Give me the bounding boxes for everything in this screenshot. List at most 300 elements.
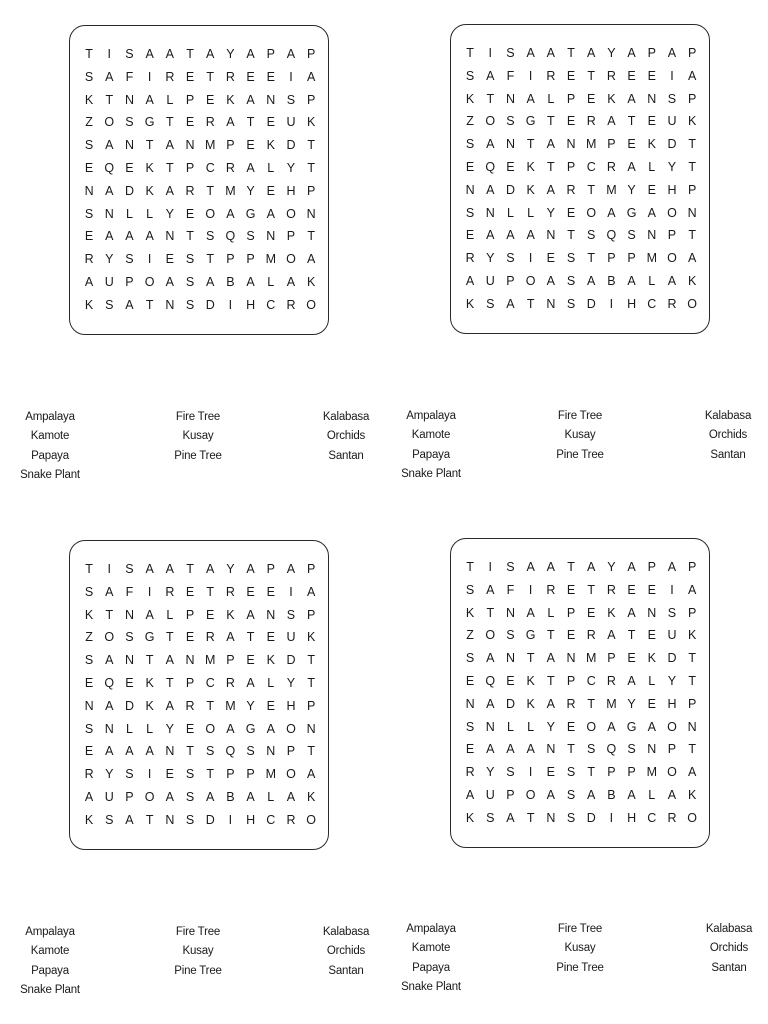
grid-letter: E [185, 721, 195, 736]
grid-letter: N [687, 719, 697, 734]
puzzle-card-top-right [450, 24, 710, 334]
grid-letter: S [465, 68, 475, 83]
grid-letter: I [670, 582, 674, 597]
grid-letter: A [105, 183, 114, 198]
grid-letter: A [546, 651, 556, 666]
grid-letter: S [465, 582, 475, 597]
grid-letter: I [289, 69, 293, 84]
grid-letter: S [125, 767, 134, 782]
grid-letter: A [125, 812, 134, 827]
letter-grid [79, 558, 328, 832]
grid-letter: P [687, 560, 697, 574]
word: Pine Tree [174, 449, 222, 462]
grid-letter: N [566, 137, 576, 152]
grid-letter: E [647, 182, 656, 197]
grid-letter: R [566, 696, 576, 711]
grid-letter: O [205, 206, 216, 221]
word: Ampalaya [25, 926, 75, 938]
grid-letter: T [688, 651, 696, 666]
grid-letter: M [205, 653, 216, 668]
grid-letter: S [486, 810, 495, 825]
grid-letter: L [146, 206, 154, 221]
grid-letter: N [306, 721, 316, 736]
grid-letter: Y [667, 159, 677, 174]
grid-letter: K [687, 787, 697, 802]
grid-letter: E [266, 69, 275, 84]
grid-letter: R [84, 767, 94, 782]
grid-letter: N [185, 653, 195, 668]
grid-letter: N [647, 605, 657, 620]
grid-letter: A [105, 584, 114, 599]
grid-letter: T [587, 765, 596, 780]
word: Papaya [31, 449, 69, 462]
grid-letter: T [246, 115, 255, 130]
grid-letter: H [667, 696, 677, 711]
grid-letter: L [166, 92, 174, 107]
grid-letter: D [205, 297, 215, 312]
grid-letter: R [286, 297, 296, 312]
grid-letter: C [647, 296, 657, 311]
grid-letter: N [165, 229, 175, 244]
grid-letter: K [607, 605, 616, 620]
grid-letter: L [146, 721, 154, 736]
grid-letter: T [627, 628, 636, 643]
grid-letter: R [566, 182, 576, 197]
grid-letter: Y [486, 765, 495, 780]
grid-letter: E [465, 742, 475, 757]
grid-letter: P [566, 673, 576, 688]
grid-letter: L [125, 721, 133, 736]
grid-letter: K [145, 183, 154, 198]
grid-letter: S [566, 251, 576, 266]
grid-letter: Y [105, 767, 114, 782]
grid-letter: E [185, 206, 195, 221]
grid-letter: H [246, 812, 256, 827]
grid-letter: A [667, 787, 677, 802]
grid-letter: E [587, 91, 596, 106]
grid-letter: E [627, 137, 636, 152]
grid-letter: O [144, 274, 155, 289]
grid-letter: T [688, 159, 696, 174]
grid-letter: T [166, 160, 174, 175]
grid-letter: S [587, 228, 596, 243]
grid-letter: N [124, 653, 134, 668]
grid-letter: O [205, 721, 216, 736]
grid-letter: O [306, 812, 317, 827]
grid-letter: A [145, 562, 154, 576]
grid-letter: A [627, 159, 636, 174]
grid-letter: A [286, 562, 296, 576]
grid-letter: A [246, 607, 255, 622]
grid-letter: Z [466, 628, 474, 643]
grid-letter: A [246, 675, 255, 690]
grid-letter: A [306, 767, 316, 782]
grid-letter: I [289, 584, 293, 599]
grid-letter: E [246, 653, 255, 668]
grid-letter: Y [546, 719, 556, 734]
grid-letter: P [125, 789, 134, 804]
grid-letter: N [266, 744, 276, 759]
grid-letter: S [465, 137, 475, 152]
grid-letter: Q [606, 228, 617, 243]
grid-letter: A [165, 183, 175, 198]
grid-letter: A [246, 160, 255, 175]
grid-letter: E [84, 675, 94, 690]
grid-letter: T [145, 138, 154, 153]
word-column-1 [20, 408, 80, 485]
grid-letter: K [687, 114, 697, 129]
grid-letter: A [667, 46, 677, 60]
word: Kamote [30, 945, 70, 958]
word: Kalabasa [322, 926, 370, 938]
grid-letter: A [667, 560, 677, 574]
grid-letter: T [186, 229, 194, 244]
grid-letter: A [526, 46, 535, 60]
grid-letter: P [185, 607, 195, 622]
word: Santan [711, 961, 747, 974]
grid-letter: A [306, 584, 316, 599]
grid-letter: T [206, 767, 215, 782]
grid-letter: T [105, 92, 114, 107]
word: Kusay [564, 429, 596, 442]
grid-letter: F [125, 584, 134, 599]
grid-letter: K [687, 628, 697, 643]
grid-letter: A [125, 297, 134, 312]
grid-letter: N [104, 206, 114, 221]
grid-letter: A [506, 228, 515, 243]
word-column-2 [174, 923, 221, 981]
grid-letter: T [688, 228, 696, 243]
grid-letter: Y [627, 182, 636, 197]
grid-letter: A [526, 605, 535, 620]
word: Fire Tree [557, 923, 603, 935]
grid-letter: E [185, 115, 195, 130]
grid-letter: N [124, 92, 134, 107]
grid-letter: B [226, 789, 235, 804]
grid-letter: P [306, 607, 316, 622]
grid-letter: A [226, 115, 235, 130]
grid-letter: D [586, 296, 596, 311]
grid-letter: T [206, 69, 215, 84]
grid-letter: N [687, 205, 697, 220]
grid-letter: D [286, 653, 296, 668]
grid-letter: Y [486, 251, 495, 266]
word-column-2 [556, 407, 603, 465]
grid-letter: A [546, 137, 556, 152]
grid-letter: M [265, 767, 276, 782]
grid-letter: G [245, 206, 256, 221]
grid-letter: K [465, 810, 475, 825]
grid-letter: E [246, 584, 255, 599]
grid-letter: A [165, 698, 175, 713]
grid-letter: P [566, 91, 576, 106]
grid-letter: S [185, 274, 195, 289]
grid-letter: A [687, 251, 697, 266]
grid-letter: L [267, 160, 275, 175]
grid-letter: A [165, 653, 175, 668]
grid-letter: P [185, 160, 195, 175]
grid-letter: Z [85, 115, 93, 130]
word: Orchids [326, 430, 366, 443]
puzzle-card-bottom-left [69, 540, 329, 850]
grid-letter: M [225, 183, 236, 198]
grid-letter: Z [85, 630, 93, 645]
grid-letter: A [667, 273, 677, 288]
grid-letter: M [606, 182, 617, 197]
grid-letter: A [125, 744, 134, 759]
grid-letter: B [607, 273, 616, 288]
grid-letter: O [286, 206, 296, 221]
grid-letter: P [687, 46, 697, 60]
grid-letter: E [465, 159, 475, 174]
grid-letter: E [185, 630, 195, 645]
grid-letter: B [226, 274, 235, 289]
letter-grid [460, 556, 709, 830]
grid-letter: L [648, 673, 656, 688]
grid-letter: S [185, 789, 195, 804]
grid-letter: T [145, 297, 154, 312]
grid-letter: P [306, 183, 316, 198]
grid-letter: A [546, 46, 556, 60]
grid-letter: Y [246, 698, 255, 713]
grid-letter: T [547, 628, 555, 643]
grid-letter: P [246, 252, 255, 267]
grid-letter: T [206, 183, 215, 198]
letter-grid [460, 42, 709, 316]
grid-letter: S [286, 607, 296, 622]
grid-letter: P [667, 228, 677, 243]
grid-letter: E [647, 582, 656, 597]
grid-letter: H [627, 810, 637, 825]
grid-letter: R [546, 68, 556, 83]
grid-letter: A [627, 91, 636, 106]
grid-letter: A [145, 744, 154, 759]
grid-letter: R [586, 628, 596, 643]
grid-letter: R [667, 296, 677, 311]
grid-letter: K [526, 182, 535, 197]
grid-letter: E [506, 673, 515, 688]
grid-letter: G [626, 205, 637, 220]
word: Kalabasa [704, 410, 752, 422]
grid-letter: N [266, 607, 276, 622]
grid-letter: N [165, 297, 175, 312]
word: Orchids [708, 429, 748, 442]
grid-letter: Y [546, 205, 556, 220]
grid-letter: Q [485, 159, 496, 174]
grid-letter: S [185, 812, 195, 827]
grid-letter: T [206, 252, 215, 267]
grid-letter: P [607, 137, 616, 152]
grid-letter: G [245, 721, 256, 736]
grid-letter: P [687, 696, 697, 711]
word: Fire Tree [175, 926, 221, 938]
grid-letter: O [104, 630, 115, 645]
grid-letter: T [567, 560, 575, 574]
word: Pine Tree [174, 964, 222, 977]
grid-letter: O [687, 810, 698, 825]
grid-letter: Y [627, 696, 636, 711]
grid-letter: S [566, 273, 576, 288]
word-column-1 [401, 920, 461, 997]
grid-letter: N [485, 719, 495, 734]
grid-letter: K [607, 91, 616, 106]
grid-letter: N [505, 137, 515, 152]
grid-letter: T [186, 744, 194, 759]
grid-letter: S [246, 229, 255, 244]
grid-letter: A [145, 92, 154, 107]
grid-letter: M [606, 696, 617, 711]
grid-letter: N [165, 812, 175, 827]
word-column-1 [401, 407, 461, 484]
grid-letter: M [265, 252, 276, 267]
grid-letter: E [566, 719, 576, 734]
grid-letter: I [488, 560, 493, 574]
grid-letter: O [144, 789, 155, 804]
grid-letter: R [225, 69, 235, 84]
grid-letter: T [307, 138, 315, 153]
grid-letter: N [84, 183, 94, 198]
grid-letter: D [286, 138, 296, 153]
grid-letter: A [105, 69, 114, 84]
grid-letter: E [627, 582, 636, 597]
grid-letter: H [286, 698, 296, 713]
grid-letter: O [667, 205, 677, 220]
grid-letter: A [647, 205, 656, 220]
grid-letter: A [607, 628, 616, 643]
grid-letter: S [627, 228, 636, 243]
grid-letter: R [165, 69, 175, 84]
grid-letter: U [286, 115, 296, 130]
grid-letter: R [185, 183, 195, 198]
grid-letter: A [506, 810, 515, 825]
grid-letter: A [627, 787, 636, 802]
grid-letter: F [506, 582, 515, 597]
grid-letter: T [547, 159, 555, 174]
grid-letter: S [587, 742, 596, 757]
grid-letter: A [84, 274, 94, 289]
grid-letter: E [246, 138, 255, 153]
word: Kamote [411, 942, 451, 955]
grid-letter: K [306, 274, 316, 289]
word: Ampalaya [406, 923, 456, 935]
grid-letter: T [587, 68, 596, 83]
grid-letter: I [228, 812, 233, 827]
word: Kalabasa [322, 411, 370, 423]
grid-letter: T [526, 810, 535, 825]
grid-letter: O [286, 252, 296, 267]
word: Papaya [412, 448, 450, 461]
grid-letter: K [465, 91, 475, 106]
grid-letter: T [587, 582, 596, 597]
grid-letter: N [485, 205, 495, 220]
grid-letter: A [526, 560, 535, 574]
grid-letter: R [225, 160, 235, 175]
grid-letter: A [486, 696, 495, 711]
grid-letter: E [566, 628, 576, 643]
grid-letter: P [647, 560, 656, 574]
grid-letter: E [185, 584, 195, 599]
grid-letter: A [206, 789, 215, 804]
grid-letter: A [687, 765, 697, 780]
grid-letter: S [125, 115, 134, 130]
grid-letter: S [125, 252, 134, 267]
grid-letter: U [485, 273, 495, 288]
grid-letter: T [166, 675, 174, 690]
grid-letter: S [506, 628, 515, 643]
grid-letter: R [586, 114, 596, 129]
grid-letter: D [586, 810, 596, 825]
grid-letter: N [546, 810, 556, 825]
grid-letter: O [667, 765, 677, 780]
grid-letter: N [165, 744, 175, 759]
grid-letter: A [206, 274, 215, 289]
grid-letter: O [586, 719, 597, 734]
grid-letter: N [266, 92, 276, 107]
grid-letter: P [226, 138, 235, 153]
grid-letter: U [667, 114, 677, 129]
grid-letter: A [587, 273, 596, 288]
grid-letter: A [145, 47, 154, 61]
grid-letter: F [125, 69, 134, 84]
grid-letter: R [465, 251, 475, 266]
grid-letter: E [125, 675, 134, 690]
grid-letter: A [627, 560, 636, 574]
grid-letter: A [546, 787, 556, 802]
grid-letter: Q [606, 742, 617, 757]
grid-letter: E [266, 584, 275, 599]
grid-letter: S [185, 767, 195, 782]
grid-letter: I [147, 767, 152, 782]
grid-letter: C [586, 673, 596, 688]
grid-letter: K [687, 273, 697, 288]
grid-letter: A [627, 273, 636, 288]
grid-letter: O [525, 273, 536, 288]
grid-letter: E [246, 69, 255, 84]
grid-letter: Y [607, 46, 616, 60]
grid-letter: Q [485, 673, 496, 688]
grid-letter: T [526, 651, 535, 666]
word-column-3 [706, 920, 752, 978]
grid-letter: A [587, 46, 596, 60]
grid-letter: S [667, 91, 677, 106]
grid-letter: A [105, 138, 114, 153]
grid-letter: T [526, 296, 535, 311]
grid-letter: A [607, 114, 616, 129]
grid-letter: H [627, 296, 637, 311]
grid-letter: T [85, 562, 93, 576]
grid-letter: E [206, 607, 215, 622]
grid-letter: T [567, 46, 575, 60]
grid-letter: A [84, 789, 94, 804]
grid-letter: H [246, 297, 256, 312]
grid-letter: L [527, 205, 535, 220]
grid-letter: O [485, 114, 496, 129]
grid-letter: K [145, 698, 154, 713]
grid-letter: D [667, 651, 677, 666]
grid-letter: U [485, 787, 495, 802]
grid-letter: N [505, 605, 515, 620]
grid-letter: A [165, 789, 175, 804]
grid-letter: A [486, 68, 495, 83]
grid-letter: E [627, 68, 636, 83]
grid-letter: P [266, 47, 275, 61]
grid-letter: L [267, 675, 275, 690]
grid-letter: S [506, 251, 515, 266]
grid-letter: P [306, 92, 316, 107]
grid-letter: P [667, 742, 677, 757]
grid-letter: R [465, 765, 475, 780]
grid-letter: N [505, 91, 515, 106]
